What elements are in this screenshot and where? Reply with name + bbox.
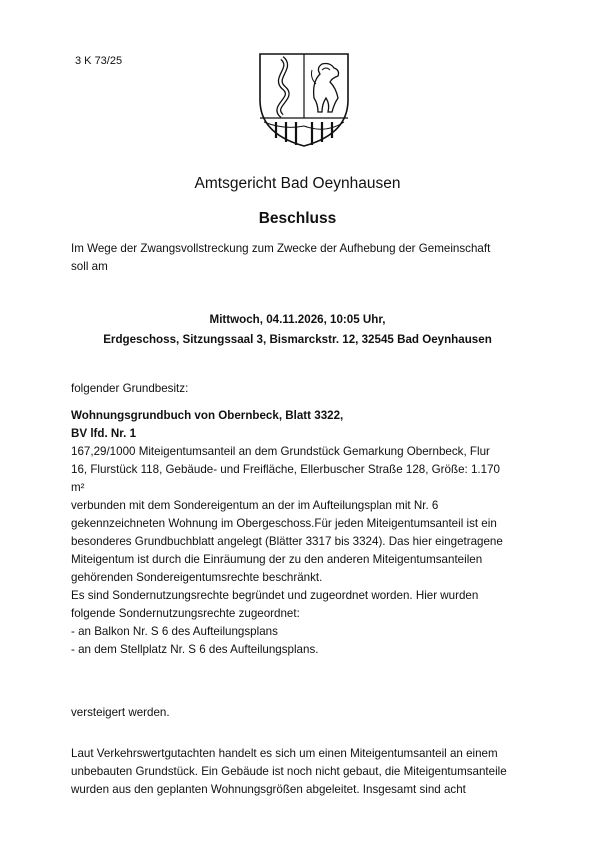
description-line: gehörenden Sondereigentumsrechte beschränkt.: [71, 571, 323, 584]
description-line: besonderes Grundbuchblatt angelegt (Blätter 3317 bis 3324). Das hier eingetragene: [71, 535, 503, 548]
appraisal-line: unbebauten Grundstück. Ein Gebäude ist noch nicht gebaut, die Miteigentumsanteile: [71, 765, 507, 778]
auction-location: Erdgeschoss, Sitzungssaal 3, Bismarckstr. 12, 32545 Bad Oeynhausen: [103, 333, 492, 346]
description-line: folgende Sondernutzungsrechte zugeordnet:: [71, 607, 300, 620]
document-title: Beschluss: [258, 210, 337, 227]
coat-of-arms-emblem: [256, 48, 352, 148]
inventory-number: BV lfd. Nr. 1: [71, 427, 137, 440]
auction-date: Mittwoch, 04.11.2026, 10:05 Uhr,: [209, 313, 386, 326]
description-line: 167,29/1000 Miteigentumsanteil an dem Grundstück Gemarkung Obernbeck, Flur: [71, 445, 490, 458]
description-line: verbunden mit dem Sondereigentum an der im Aufteilungsplan mit Nr. 6: [71, 499, 439, 512]
appraisal-line: Laut Verkehrswertgutachten handelt es sich um einen Miteigentumsanteil an einem: [71, 747, 498, 760]
intro-line: Im Wege der Zwangsvollstreckung zum Zwecke der Aufhebung der Gemeinschaft: [71, 242, 491, 255]
appraisal-line: wurden aus den geplanten Wohnungsgrößen abgeleitet. Insgesamt sind acht: [71, 783, 466, 796]
description-line: - an Balkon Nr. S 6 des Aufteilungsplans: [71, 625, 278, 638]
description-line: - an dem Stellplatz Nr. S 6 des Aufteilungsplans.: [71, 643, 319, 656]
description-line: 16, Flurstück 118, Gebäude- und Freifläche, Ellerbuscher Straße 128, Größe: 1.170: [71, 463, 500, 476]
intro-line: soll am: [71, 260, 108, 273]
description-line: Miteigentum ist durch die Einräumung der zu den anderen Miteigentumsanteilen: [71, 553, 483, 566]
property-label: folgender Grundbesitz:: [71, 382, 189, 395]
intro-paragraph: [71, 240, 531, 276]
appraisal-paragraph: [71, 745, 531, 799]
court-name: Amtsgericht Bad Oeynhausen: [194, 175, 401, 192]
description-line: Es sind Sondernutzungsrechte begründet und zugeordnet worden. Hier wurden: [71, 589, 479, 602]
description-line: gekennzeichneten Wohnung im Obergeschoss.Für jeden Miteigentumsanteil ist ein: [71, 517, 497, 530]
case-number: 3 K 73/25: [75, 55, 123, 67]
auction-statement: versteigert werden.: [71, 706, 170, 719]
land-register-heading: Wohnungsgrundbuch von Obernbeck, Blatt 3322,: [71, 409, 344, 422]
property-section: [71, 407, 531, 659]
description-line: m²: [71, 481, 85, 494]
